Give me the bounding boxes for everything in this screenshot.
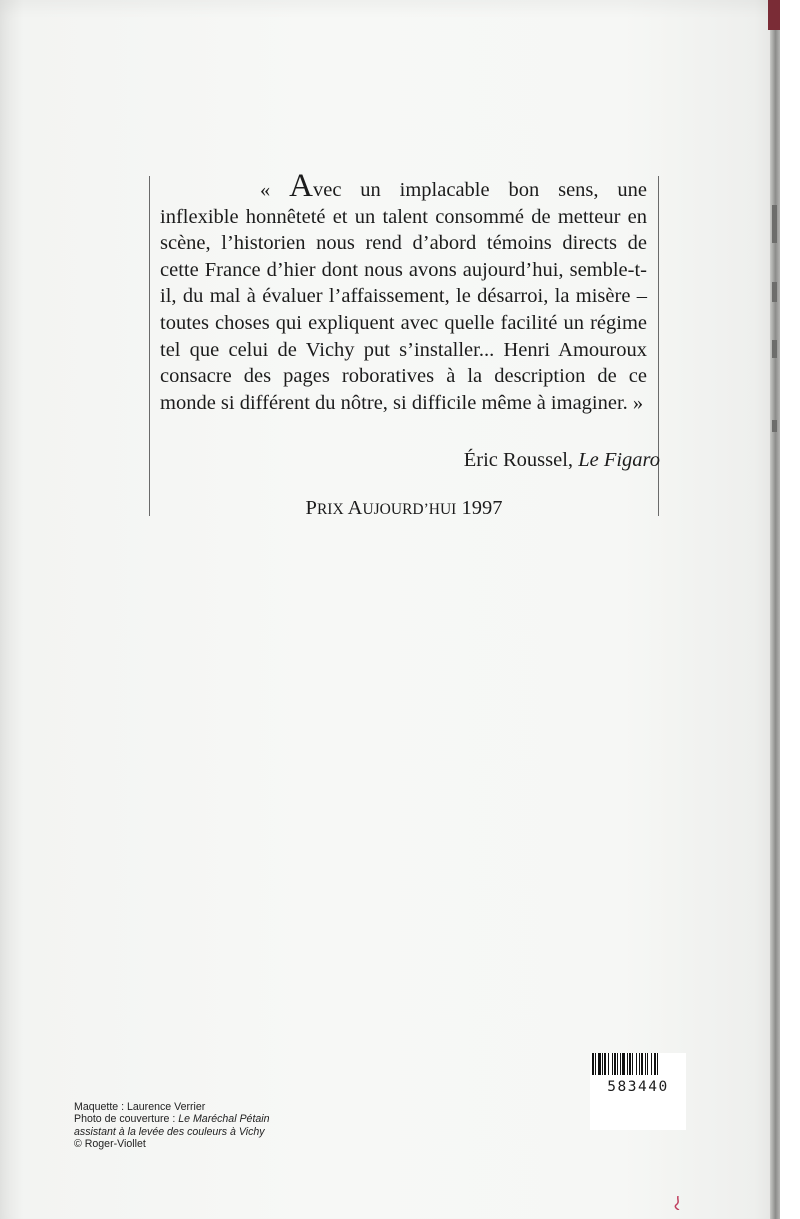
credit-photo-label: Photo de couverture : xyxy=(74,1113,176,1126)
barcode-bar xyxy=(651,1053,652,1075)
quote-open-mark: « xyxy=(260,179,271,201)
cover-credits xyxy=(74,1101,270,1151)
background xyxy=(780,0,800,1219)
barcode-bar xyxy=(641,1053,643,1075)
credit-maquette: Maquette : Laurence Verrier xyxy=(74,1101,206,1113)
quote-line: vec un implacable bon sens, une inflexible xyxy=(160,179,647,228)
attribution-publication: Le Figaro xyxy=(578,449,660,471)
prize-smallcaps: ’H xyxy=(423,501,440,518)
barcode-bar xyxy=(654,1053,656,1075)
barcode-bar xyxy=(622,1053,625,1075)
prize-cap: A xyxy=(347,497,363,519)
quote-dropcap: A xyxy=(289,168,313,204)
barcode-bar xyxy=(645,1053,646,1075)
quote-rule-left xyxy=(149,176,150,516)
quote-line: du mal à évaluer l’affaissement, le désarroi, la misère xyxy=(182,285,631,308)
edge-notch xyxy=(772,205,777,243)
quote-line: régime tel que celui de Vichy put s’installer... xyxy=(160,311,647,361)
quote-line: honnêteté et un talent consommé de metteur en scène, xyxy=(160,205,647,255)
quote-line: Henri Amouroux consacre des pages roboratives à la xyxy=(160,338,648,388)
ink-mark xyxy=(672,1196,684,1210)
prize-smallcaps: UJOURD xyxy=(362,501,424,518)
edge-notch xyxy=(772,420,777,432)
attribution-author: Éric Roussel, xyxy=(463,449,574,471)
barcode-bar xyxy=(627,1053,628,1075)
quote-line: même à imaginer. » xyxy=(481,391,644,414)
barcode-bar xyxy=(602,1053,603,1075)
edge-notch xyxy=(772,282,777,302)
prize-year: 1997 xyxy=(461,497,503,519)
barcode-bar xyxy=(592,1053,594,1075)
barcode-bar xyxy=(629,1053,631,1075)
quote-attribution xyxy=(160,449,660,472)
credit-photo xyxy=(74,1113,270,1125)
quote-line: l’historien nous rend d’abord témoins directs de cette xyxy=(160,232,647,281)
barcode-bar xyxy=(595,1053,596,1075)
quote-line: France d’hier dont nous avons aujourd’hui, semble-t-il, xyxy=(160,258,648,308)
barcode-bar xyxy=(639,1053,640,1075)
barcode-bar xyxy=(620,1053,621,1075)
quote-line: description de ce monde si différent du nôtre, si difficile xyxy=(160,365,648,414)
barcode-bar xyxy=(617,1053,618,1075)
barcode-bar xyxy=(657,1053,658,1075)
quote-line: – toutes choses qui expliquent avec quelle facilité un xyxy=(160,285,648,334)
barcode-bar xyxy=(614,1053,616,1075)
prize-line xyxy=(149,497,659,520)
review-quote xyxy=(160,168,648,416)
prize-smallcaps: RIX xyxy=(316,501,344,518)
barcode-bar xyxy=(612,1053,613,1075)
book-edge-red-accent xyxy=(768,0,780,30)
prize-cap: P xyxy=(305,497,317,519)
book-edge xyxy=(770,0,780,1219)
prize-smallcaps: UI xyxy=(439,501,457,518)
credit-photo-caption: assistant à la levée des couleurs à Vichy xyxy=(74,1125,265,1138)
barcode-bar xyxy=(647,1053,648,1075)
barcode-bar xyxy=(608,1053,609,1075)
barcode-bar xyxy=(636,1053,637,1075)
barcode-bar xyxy=(598,1053,601,1075)
credit-copyright: © Roger-Viollet xyxy=(74,1138,146,1151)
barcode-number: 583440 xyxy=(607,1079,669,1095)
barcode-bar xyxy=(604,1053,606,1075)
edge-notch xyxy=(772,340,777,358)
credit-photo-title: Le Maréchal Pétain xyxy=(178,1113,270,1126)
barcode-bar xyxy=(632,1053,633,1075)
